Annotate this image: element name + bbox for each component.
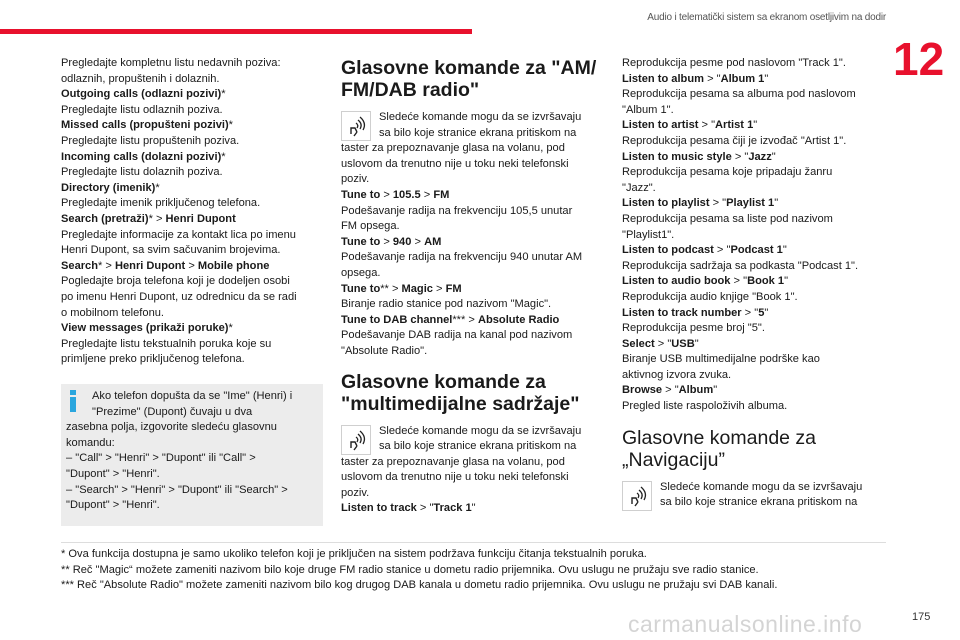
footnote: *** Reč "Absolute Radio" možete zameniti nazivom bilo kog drugog DAB kanala u dometu radio prijemnika. Ovu uslugu ne pružaju svi DAB kanali. — [61, 579, 778, 592]
text-line: "Jazz". — [622, 181, 656, 194]
text-line: primljene preko priključenog telefona. — [61, 353, 245, 366]
text-line: Reprodukcija pesama čiji je izvođač "Artist 1". — [622, 134, 847, 147]
voice-command-icon — [622, 481, 652, 511]
header-accent-bar — [0, 29, 472, 34]
info-box — [61, 384, 323, 526]
text-line: "Album 1". — [622, 103, 674, 116]
section-heading-navigation: Glasovne komande za „Navigaciju” — [622, 426, 817, 471]
text-line: Listen to album > "Album 1" — [622, 72, 769, 85]
text-line: Pregledajte listu odlaznih poziva. — [61, 103, 223, 116]
intro-line: Sledeće komande mogu da se izvršavaju — [660, 480, 863, 493]
text-line: Pregledajte listu tekstualnih poruka koje su — [61, 337, 272, 350]
text-line: Missed calls (propušteni pozivi)* — [61, 119, 233, 132]
info-line: – "Call" > "Henri" > "Dupont" ili "Call" > — [66, 452, 256, 465]
text-line: Browse > "Album" — [622, 384, 718, 397]
intro-line: taster za prepoznavanje glasa na volanu, pod — [341, 455, 565, 468]
text-line: Tune to > 105.5 > FM — [341, 188, 450, 201]
footnote: ** Reč "Magic“ možete zameniti nazivom bilo koje druge FM radio stanice u dometu radio prijemnika. Ovu uslugu ne pružaju sve radio stanice. — [61, 563, 759, 576]
intro-line: uslovom da trenutno nije u toku neki telefonski — [341, 471, 569, 484]
page-number: 175 — [912, 611, 931, 623]
text-line: "Absolute Radio". — [341, 344, 428, 357]
intro-line: sa bilo koje stranice ekrana pritiskom na — [379, 440, 577, 453]
text-line: Tune to** > Magic > FM — [341, 282, 462, 295]
text-line: Outgoing calls (odlazni pozivi)* — [61, 88, 226, 101]
text-line: o mobilnom telefonu. — [61, 306, 164, 319]
text-line: aktivnog izvora zvuka. — [622, 368, 732, 381]
intro-line: sa bilo koje stranice ekrana pritiskom na — [660, 496, 858, 509]
intro-line: poziv. — [341, 486, 370, 499]
text-line: Pregledajte kompletnu listu nedavnih poziva: — [61, 57, 281, 69]
text-line: Podešavanje radija na frekvenciju 105,5 unutar — [341, 204, 573, 217]
text-line: Pregled liste raspoloživih albuma. — [622, 400, 788, 413]
intro-line: uslovom da trenutno nije u toku neki telefonski — [341, 157, 569, 170]
info-line: Ako telefon dopušta da se "Ime" (Henri) i — [92, 390, 293, 402]
text-line: Listen to track > "Track 1" — [341, 502, 476, 515]
info-line: komandu: — [66, 436, 115, 449]
footnote-divider — [61, 542, 886, 543]
text-line: Pregledajte listu dolaznih poziva. — [61, 166, 223, 179]
text-line: Reprodukcija pesama koje pripadaju žanru — [622, 166, 833, 179]
text-line: Podešavanje DAB radija na kanal pod nazivom — [341, 329, 573, 342]
text-line: Pregledajte imenik priključenog telefona. — [61, 197, 261, 210]
text-line: View messages (prikaži poruke)* — [61, 322, 233, 335]
text-line: Listen to music style > "Jazz" — [622, 150, 776, 163]
info-line: zasebna polja, izgovorite sledeću glasovnu — [66, 421, 277, 434]
intro-line: taster za prepoznavanje glasa na volanu, pod — [341, 142, 565, 155]
text-line: Listen to podcast > "Podcast 1" — [622, 244, 787, 257]
text-line: Biranje USB multimedijalne podrške kao — [622, 353, 820, 366]
footnote: * Ova funkcija dostupna je samo ukoliko telefon koji je priključen na sistem podržava funkciju čitanja tekstualnih poruka. — [61, 548, 647, 560]
header-title: Audio i telematički sistem sa ekranom osetljivim na dodir — [647, 12, 886, 23]
text-line: Podešavanje radija na frekvenciju 940 unutar AM — [341, 251, 583, 264]
text-line: Search* > Henri Dupont > Mobile phone — [61, 259, 270, 272]
voice-command-icon — [341, 425, 371, 455]
info-text — [66, 389, 318, 514]
text-line: Directory (imenik)* — [61, 181, 160, 194]
text-line: Tune to DAB channel*** > Absolute Radio — [341, 313, 560, 326]
text-line: Reprodukcija pesme broj "5". — [622, 322, 765, 335]
text-line: "Playlist1". — [622, 228, 675, 241]
text-line: Listen to playlist > "Playlist 1" — [622, 197, 779, 210]
text-line: Listen to track number > "5" — [622, 306, 769, 319]
text-line: Reprodukcija pesme pod naslovom "Track 1". — [622, 57, 846, 69]
text-line: Reprodukcija audio knjige "Book 1". — [622, 290, 798, 303]
text-line: odlaznih, propuštenih i dolaznih. — [61, 72, 220, 85]
section-heading-multimedia: Glasovne komande za "multimedijalne sadržaje" — [341, 370, 580, 415]
watermark: carmanualsonline.info — [628, 611, 863, 637]
text-line: Pregledajte listu propuštenih poziva. — [61, 134, 240, 147]
text-line: Tune to > 940 > AM — [341, 235, 442, 248]
text-line: opsega. — [341, 266, 381, 279]
info-line: "Prezime" (Dupont) čuvaju u dva — [92, 405, 253, 418]
intro-line: Sledeće komande mogu da se izvršavaju — [379, 111, 582, 123]
column-2 — [341, 56, 603, 517]
intro-multimedia — [341, 424, 603, 502]
column-1 — [61, 56, 323, 368]
intro-line: Sledeće komande mogu da se izvršavaju — [379, 424, 582, 437]
info-line: – "Search" > "Henri" > "Dupont" ili "Search" > — [66, 483, 288, 496]
intro-navigation — [622, 480, 884, 511]
text-line: Reprodukcija pesama sa liste pod nazivom — [622, 212, 833, 225]
text-line: Select > "USB" — [622, 337, 699, 350]
text-line: Search (pretraži)* > Henri Dupont — [61, 212, 236, 225]
text-line: Henri Dupont, sa svim sačuvanim brojevima. — [61, 244, 281, 257]
text-line: Pregledajte informacije za kontakt lica po imenu — [61, 228, 296, 241]
intro-line: poziv. — [341, 173, 370, 186]
text-line: FM opsega. — [341, 220, 400, 233]
info-line: "Dupont" > "Henri". — [66, 467, 160, 480]
intro-line: sa bilo koje stranice ekrana pritiskom na — [379, 126, 577, 139]
text-line: Reprodukcija pesama sa albuma pod naslovom — [622, 88, 856, 101]
text-line: Listen to artist > "Artist 1" — [622, 119, 758, 132]
column-3 — [622, 56, 884, 511]
text-line: Biranje radio stanice pod nazivom "Magic". — [341, 298, 552, 311]
text-line: po imenu Henri Dupont, uz odrednicu da se radi — [61, 290, 297, 303]
footnotes — [61, 547, 777, 594]
text-line: Listen to audio book > "Book 1" — [622, 275, 789, 288]
intro-radio — [341, 110, 603, 188]
text-line: Incoming calls (dolazni pozivi)* — [61, 150, 226, 163]
info-line: "Dupont" > "Henri". — [66, 499, 160, 512]
chapter-number: 12 — [893, 33, 945, 85]
voice-command-icon — [341, 111, 371, 141]
section-heading-radio: Glasovne komande za "AM/ FM/DAB radio" — [341, 57, 597, 101]
text-line: Pogledajte broja telefona koji je dodeljen osobi — [61, 275, 290, 288]
text-line: Reprodukcija sadržaja sa podkasta "Podcast 1". — [622, 259, 859, 272]
